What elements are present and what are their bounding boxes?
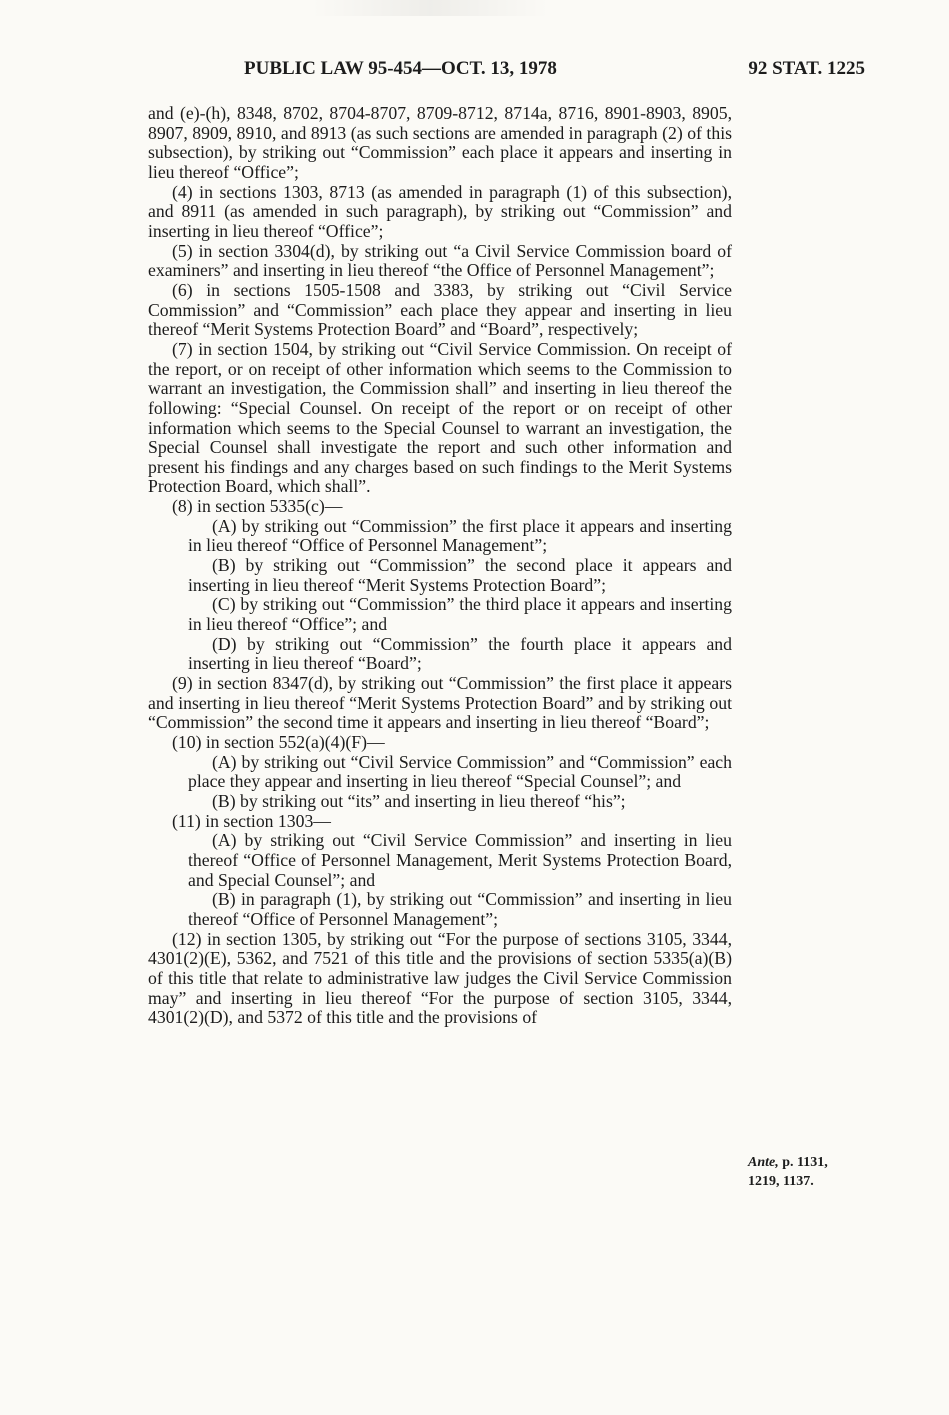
margin-ante: Ante, — [748, 1155, 779, 1170]
paragraph: (8) in section 5335(c)— — [172, 496, 343, 517]
law-title: PUBLIC LAW 95-454—OCT. 13, 1978 — [244, 58, 557, 79]
subparagraph: (D) by striking out “Commission” the fourth place it appears and inserting in lieu thereof “Board”; — [188, 633, 732, 674]
bleed-through-mark — [310, 0, 550, 16]
statute-page: 92 STAT. 1225 — [748, 58, 865, 79]
paragraph: (5) in section 3304(d), by striking out “a Civil Service Commission board of examiners” and inserting in lieu thereof “the Office of Personnel Management”; — [148, 240, 732, 281]
subparagraph: (B) by striking out “its” and inserting in lieu thereof “his”; — [212, 790, 626, 811]
paragraph: and (e)-(h), 8348, 8702, 8704-8707, 8709-8712, 8714a, 8716, 8901-8903, 8905, 8907, 8909, 8910, and 8913 (as such sections are amended in paragraph (2) of this subsection), by striking out “Commission” each place it appears and inserting in lieu thereof “Office”; — [148, 103, 732, 182]
margin-reference — [748, 1153, 858, 1191]
statute-text — [148, 104, 732, 1028]
paragraph: (10) in section 552(a)(4)(F)— — [172, 732, 385, 752]
paragraph: (12) in section 1305, by striking out “For the purpose of sections 3105, 3344, 4301(2)(E), 5362, and 7521 of this title and the provisions of section 5335(a)(B) of this title that relate to administrative law judges the Civil Service Commission may” and inserting in lieu thereof “For the purpose of section 3105, 3344, 4301(2)(D), and 5372 of this title and the provisions of — [148, 928, 732, 1028]
paragraph: (9) in section 8347(d), by striking out “Commission” the first place it appears and inserting in lieu thereof “Merit Systems Protection Board” and by striking out “Commission” the second time it appears and inserting in lieu thereof “Board”; — [148, 673, 732, 733]
paragraph: (7) in section 1504, by striking out “Civil Service Commission. On receipt of the report, or on receipt of other information which seems to the Commission to warrant an investigation, the Commission shall” and inserting in lieu thereof the following: “Special Counsel. On receipt of the report or on receipt of other information which seems to the Special Counsel to warrant an investigation, the Special Counsel shall investigate the report and such other information and present his findings and any charges based on such findings to the Merit Systems Protection Board, which shall”. — [148, 338, 732, 497]
paragraph: (6) in sections 1505-1508 and 3383, by striking out “Civil Service Commission” and “Commission” each place they appear and inserting in lieu thereof “Merit Systems Protection Board” and “Board”, respectively; — [148, 279, 732, 340]
paragraph: (4) in sections 1303, 8713 (as amended in paragraph (1) of this subsection), and 8911 (as amended in such paragraph), by striking out “Commission” and inserting in lieu thereof “Office”; — [148, 181, 732, 241]
subparagraph: (A) by striking out “Commission” the first place it appears and inserting in lieu thereof “Office of Personnel Management”; — [188, 515, 732, 556]
subparagraph: (A) by striking out “Civil Service Commission” and inserting in lieu thereof “Office of Personnel Management, Merit Systems Protection Board, and Special Counsel”; and — [188, 830, 732, 890]
subparagraph: (C) by striking out “Commission” the third place it appears and inserting in lieu thereof “Office”; and — [188, 594, 732, 635]
subparagraph: (A) by striking out “Civil Service Commission” and “Commission” each place they appear and inserting in lieu thereof “Special Counsel”; and — [188, 751, 732, 792]
page-header — [244, 58, 865, 84]
subparagraph: (B) by striking out “Commission” the second place it appears and inserting in lieu thereof “Merit Systems Protection Board”; — [188, 555, 732, 595]
subparagraph: (B) in paragraph (1), by striking out “Commission” and inserting in lieu thereof “Office of Personnel Management”; — [188, 889, 732, 929]
paragraph: (11) in section 1303— — [172, 810, 331, 831]
margin-pages: p. 1131, 1219, 1137. — [748, 1155, 828, 1189]
